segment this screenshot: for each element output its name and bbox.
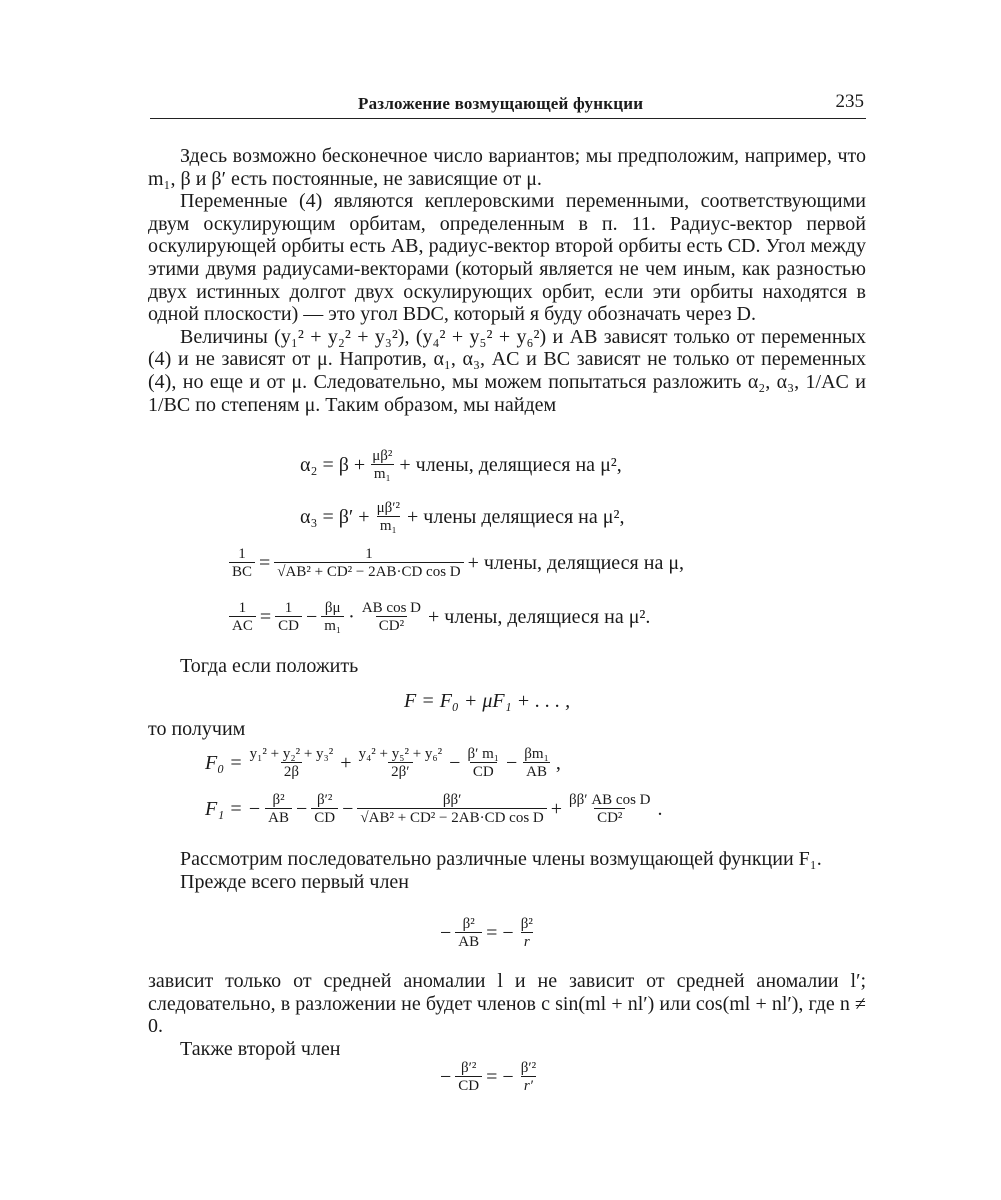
paragraph-1: Здесь возможно бесконечное число вариантов; мы предположим, например, что m₁, β и β′ есть постоянные, не зависящие от μ. — [148, 145, 866, 190]
formula-alpha2-fraction — [369, 448, 395, 483]
fraction-denominator: AC — [229, 616, 256, 635]
fraction-denominator: 2β — [281, 762, 302, 781]
formula-f0 — [205, 746, 561, 781]
paragraph-4: Тогда если положить — [180, 655, 359, 677]
fraction-numerator: ββ′ AB cos D — [569, 792, 651, 808]
formula-second-term — [440, 1060, 543, 1095]
fraction-denominator: CD — [275, 616, 302, 635]
plus-sign: + — [340, 752, 352, 774]
paragraph-6: Рассмотрим последовательно различные члены возмущающей функции F₁. — [180, 848, 822, 870]
fraction-numerator: β′² — [317, 792, 333, 808]
fraction-b — [321, 600, 344, 635]
fraction-numerator: y₄² + y₅² + y₆² — [358, 746, 443, 762]
fraction-numerator: β² — [462, 916, 475, 932]
fraction-numerator: β′² — [520, 1060, 537, 1076]
fraction-denominator: m₁ — [321, 616, 344, 635]
formula-alpha3-fraction — [374, 500, 403, 535]
formula-alpha2 — [300, 448, 622, 483]
fraction-denominator: r′ — [521, 1076, 536, 1095]
paragraph-8: зависит только от средней аномалии l и не зависит от средней аномалии l′; следовательно, в разложении не будет членов с sin(ml + nl′) или cos(ml + nl′), где n ≠ 0. — [148, 970, 866, 1038]
comma: , — [555, 752, 561, 774]
fraction-numerator: β² — [272, 792, 285, 808]
fraction-a — [265, 792, 292, 827]
minus-sign: − — [305, 606, 318, 628]
fraction-numerator: β² — [520, 916, 533, 932]
minus-sign: − — [440, 922, 452, 944]
formula-inverse-ac — [225, 600, 650, 635]
fraction-numerator: AB cos D — [361, 600, 421, 616]
fraction-numerator: y₁² + y₂² + y₃² — [249, 746, 334, 762]
fraction-numerator: β′ m₁ — [467, 746, 500, 762]
formula-inverse-bc-lhs — [229, 546, 255, 581]
fraction-d — [566, 792, 653, 827]
formula-alpha2-lhs: α₂ = β + — [300, 454, 366, 476]
fraction-numerator: βm₁ — [524, 746, 549, 762]
fraction-denominator: CD — [311, 808, 338, 827]
plus-sign: + — [550, 798, 563, 820]
fraction-denominator: AB — [455, 932, 482, 951]
equals-sign: = — [259, 552, 271, 574]
fraction-c — [359, 600, 424, 635]
minus-sign: − — [449, 752, 461, 774]
header-title: Разложение возмущающей функции — [358, 94, 644, 113]
page-number: 235 — [835, 91, 864, 112]
formula-inverse-bc-fraction — [274, 546, 463, 581]
minus-sign: − — [440, 1066, 452, 1088]
minus-sign: − — [342, 798, 354, 820]
paragraph-2: Переменные (4) являются кеплеровскими переменными, соответствующими двум оскулирующим орбитам, определенным в п. 11. Радиус-вектор первой оскулирующей орбиты есть AB, радиус-вектор второй орбиты есть CD. Угол между этими двумя радиусами-векторами (который является не чем иным, как разностью двух истинных долгот двух оскулирующих орбит, если эти орбиты находятся в одной плоскости) — это угол BDC, который я буду обозначать через D. — [148, 190, 866, 326]
formula-inverse-bc — [225, 546, 684, 581]
fraction-denominator: CD² — [594, 808, 625, 827]
formula-first-term — [440, 916, 540, 951]
fraction-a — [275, 600, 302, 635]
fraction-denominator: √AB² + CD² − 2AB·CD cos D — [274, 562, 463, 581]
fraction-numerator: 1 — [238, 546, 246, 562]
fraction-denominator: BC — [229, 562, 255, 581]
paragraph-7: Прежде всего первый член — [180, 870, 410, 893]
paragraph-9: Также второй член — [180, 1037, 341, 1060]
fraction-numerator: βμ — [324, 600, 341, 616]
paragraph-3: Величины (y₁² + y₂² + y₃²), (y₄² + y₅² + y₆²) и AB зависят только от переменных (4) и не зависят от μ. Напротив, α₁, α₃, AC и BC зависят не только от переменных (4), но еще и от μ. Следовательно, мы можем попытаться разложить α₂, α₃, 1/AC и 1/BC по степеням μ. Таким образом, мы найдем — [148, 325, 866, 416]
fraction-a — [455, 916, 482, 951]
formula-alpha3-lhs: α₃ = β′ + — [300, 506, 370, 528]
fraction-numerator: ββ′ — [442, 792, 462, 808]
fraction-numerator: 1 — [284, 600, 293, 616]
fraction-c — [464, 746, 502, 781]
formula-alpha2-rhs: + члены, делящиеся на μ², — [399, 454, 622, 476]
body-text-bottom — [148, 970, 866, 1060]
fraction-numerator: 1 — [365, 546, 373, 562]
body-text-top — [148, 145, 866, 416]
fraction-denominator: m₁ — [371, 464, 394, 483]
fraction-b — [356, 746, 446, 781]
formula-alpha3 — [300, 500, 624, 535]
minus-sign: − — [506, 752, 518, 774]
formula-inverse-ac-rhs: + члены, делящиеся на μ². — [428, 606, 651, 628]
minus-sign: − — [296, 798, 308, 820]
fraction-denominator: CD — [455, 1076, 482, 1095]
fraction-b — [518, 916, 536, 951]
formula-f1-lhs: F₁ = − — [205, 798, 262, 820]
fraction-b — [518, 1060, 539, 1095]
period: . — [657, 798, 663, 820]
equals-sign: = − — [486, 1066, 514, 1088]
formula-f1 — [205, 792, 663, 827]
fraction-denominator: CD — [470, 762, 497, 781]
dot-operator: · — [348, 606, 355, 628]
fraction-denominator: 2β′ — [388, 762, 412, 781]
fraction-numerator: β′² — [460, 1060, 477, 1076]
fraction-a — [455, 1060, 482, 1095]
formula-inverse-bc-rhs: + члены, делящиеся на μ, — [467, 552, 685, 574]
fraction-numerator: μβ′² — [376, 500, 401, 516]
fraction-denominator: m₁ — [377, 516, 400, 535]
body-text-middle — [148, 848, 866, 893]
fraction-denominator: AB — [265, 808, 292, 827]
equals-sign: = — [259, 606, 272, 628]
fraction-denominator: AB — [523, 762, 550, 781]
fraction-b — [311, 792, 338, 827]
fraction-a — [247, 746, 337, 781]
fraction-c — [357, 792, 546, 827]
fraction-numerator: 1 — [238, 600, 247, 616]
formula-expansion-text: F = F₀ + μF₁ + . . . , — [404, 690, 571, 712]
formula-alpha3-rhs: + члены делящиеся на μ², — [407, 506, 625, 528]
fraction-d — [521, 746, 552, 781]
fraction-denominator: CD² — [376, 616, 407, 635]
equals-sign: = − — [486, 922, 514, 944]
formula-inverse-ac-lhs — [229, 600, 256, 635]
fraction-numerator: μβ² — [372, 448, 393, 464]
fraction-denominator: √AB² + CD² − 2AB·CD cos D — [357, 808, 546, 827]
fraction-denominator: r — [521, 932, 533, 951]
paragraph-5: то получим — [148, 718, 246, 740]
formula-expansion — [404, 690, 570, 713]
formula-f0-lhs: F₀ = — [205, 752, 243, 774]
running-header — [150, 88, 866, 119]
